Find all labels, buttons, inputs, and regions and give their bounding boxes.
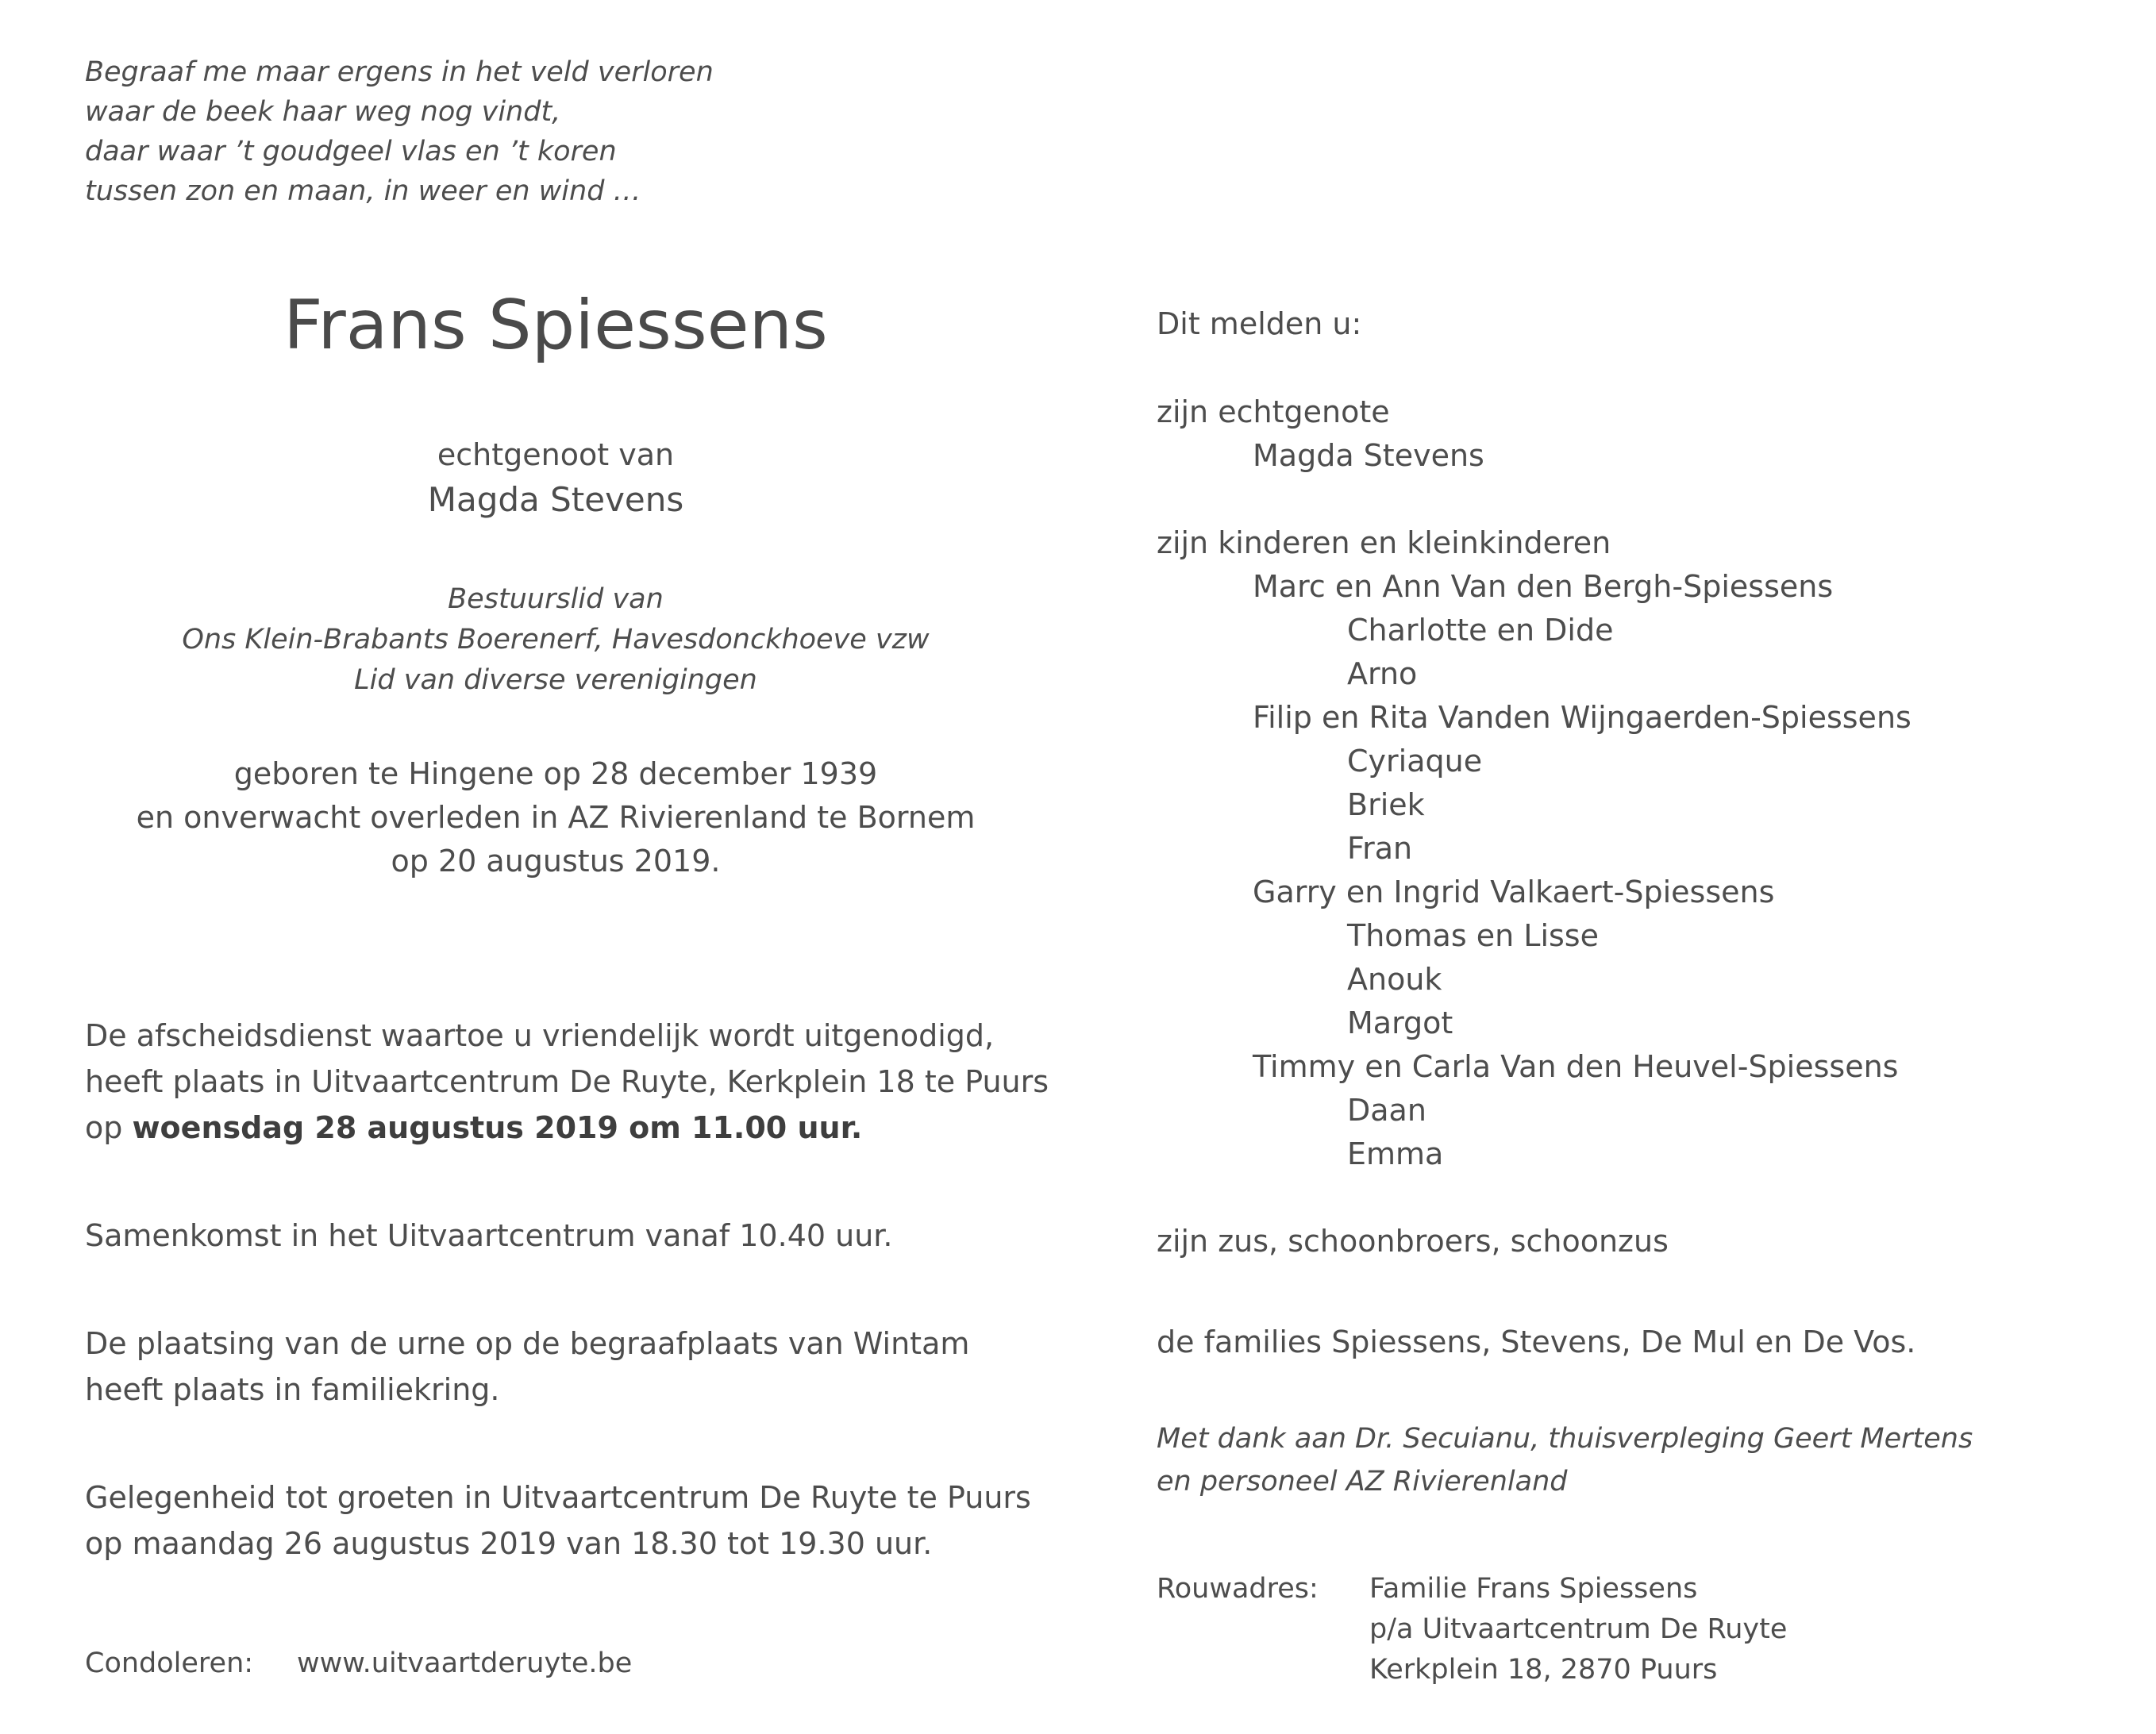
grandchild: Briek — [1347, 787, 1425, 822]
service-line: heeft plaats in Uitvaartcentrum De Ruyte, Kerkplein 18 te Puurs — [85, 1064, 1049, 1099]
date-line: geboren te Hingene op 28 december 1939 — [233, 756, 878, 791]
life-dates — [79, 752, 1032, 883]
grandchild: Daan — [1347, 1093, 1426, 1128]
service-datetime: woensdag 28 augustus 2019 om 11.00 uur. — [132, 1110, 863, 1145]
date-line: en onverwacht overleden in AZ Rivierenland te Bornem — [136, 800, 976, 835]
service-line-datetime — [85, 1105, 1049, 1151]
address-line: Familie Frans Spiessens — [1369, 1573, 1698, 1605]
grandchild: Charlotte en Dide — [1347, 613, 1614, 648]
grandchild: Anouk — [1347, 962, 1442, 997]
address-line: p/a Uitvaartcentrum De Ruyte — [1369, 1613, 1788, 1645]
condolences-link[interactable]: www.uitvaartderuyte.be — [297, 1647, 633, 1679]
greeting-line: Gelegenheid tot groeten in Uitvaartcentrum De Ruyte te Puurs — [85, 1480, 1031, 1515]
grandchild: Arno — [1347, 656, 1418, 691]
grandchild: Emma — [1347, 1136, 1444, 1171]
grandchild: Thomas en Lisse — [1347, 918, 1599, 953]
poem-line: Begraaf me maar ergens in het veld verloren — [85, 56, 714, 88]
urn-line: De plaatsing van de urne op de begraafplaats van Wintam — [85, 1326, 970, 1361]
urn-info — [85, 1321, 969, 1413]
grandchild: Margot — [1347, 1005, 1453, 1040]
families-line: de families Spiessens, Stevens, De Mul en De Vos. — [1157, 1325, 1916, 1359]
thanks-line: en personeel AZ Rivierenland — [1157, 1466, 1568, 1498]
grandchild: Cyriaque — [1347, 744, 1483, 779]
greeting-info — [85, 1474, 1031, 1567]
thanks-line: Met dank aan Dr. Secuianu, thuisverpleging Geert Mertens — [1157, 1423, 1973, 1455]
role-line: Bestuurslid van — [448, 583, 664, 615]
child-family: Timmy en Carla Van den Heuvel-Spiessens — [1253, 1049, 1899, 1084]
greeting-line: op maandag 26 augustus 2019 van 18.30 tot 19.30 uur. — [85, 1526, 933, 1561]
role-line: Lid van diverse verenigingen — [354, 664, 757, 696]
child-family: Marc en Ann Van den Bergh-Spiessens — [1253, 569, 1834, 604]
address-line: Kerkplein 18, 2870 Puurs — [1369, 1654, 1718, 1686]
spouse-heading: zijn echtgenote — [1157, 394, 1390, 429]
gathering-info — [85, 1213, 893, 1259]
urn-line: heeft plaats in familiekring. — [85, 1372, 500, 1407]
mourning-address-lines — [1369, 1569, 1787, 1690]
thanks-note — [1157, 1417, 1973, 1503]
condolences-label: Condoleren: — [85, 1647, 254, 1679]
roles — [79, 579, 1032, 701]
spouse-label: echtgenoot van — [437, 437, 675, 472]
service-prefix: op — [85, 1110, 133, 1145]
mourning-address-label: Rouwadres: — [1157, 1573, 1319, 1605]
grandchild: Fran — [1347, 831, 1413, 866]
poem-line: tussen zon en maan, in weer en wind … — [85, 175, 641, 207]
poem-line: daar waar ’t goudgeel vlas en ’t koren — [85, 136, 617, 167]
siblings-line: zijn zus, schoonbroers, schoonzus — [1157, 1224, 1669, 1259]
deceased-name: Frans Spiessens — [283, 286, 828, 365]
child-family: Garry en Ingrid Valkaert-Spiessens — [1253, 875, 1775, 909]
role-line: Ons Klein-Brabants Boerenerf, Havesdonckhoeve vzw — [182, 624, 930, 656]
spouse-name: Magda Stevens — [427, 480, 684, 519]
announce-intro: Dit melden u: — [1157, 306, 1362, 341]
poem — [85, 52, 714, 211]
child-family: Filip en Rita Vanden Wijngaerden-Spiessens — [1253, 700, 1912, 735]
service-line: De afscheidsdienst waartoe u vriendelijk wordt uitgenodigd, — [85, 1018, 995, 1053]
children-heading: zijn kinderen en kleinkinderen — [1157, 525, 1611, 560]
spouse-entry: Magda Stevens — [1253, 438, 1484, 473]
date-line: op 20 augustus 2019. — [391, 844, 721, 879]
service-info — [85, 1013, 1049, 1151]
poem-line: waar de beek haar weg nog vindt, — [85, 96, 561, 128]
gathering-line: Samenkomst in het Uitvaartcentrum vanaf 10.40 uur. — [85, 1218, 893, 1253]
